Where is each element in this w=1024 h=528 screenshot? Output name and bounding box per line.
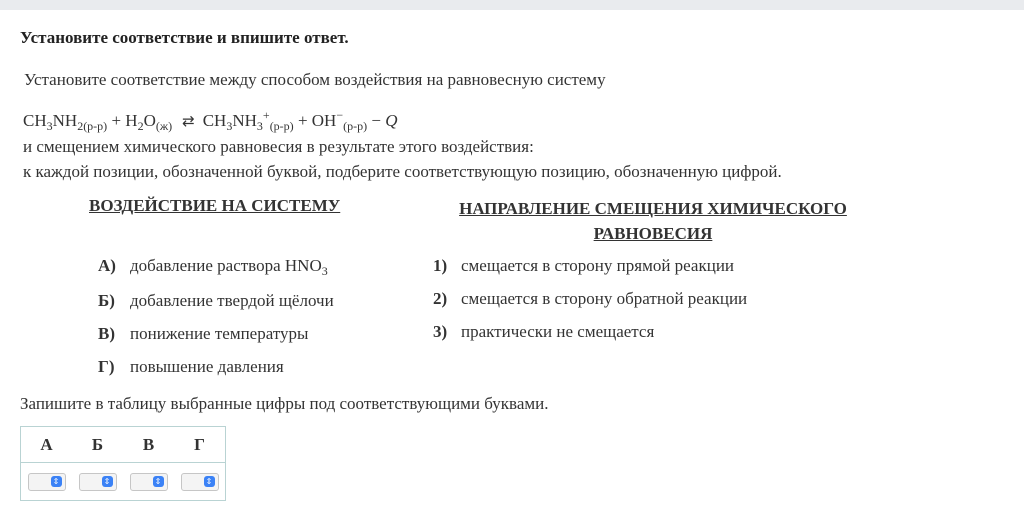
instruction-text: к каждой позиции, обозначенной буквой, подберите соответствующую позицию, обозначенную цифрой. <box>23 162 782 181</box>
answer-cell-a <box>21 463 73 501</box>
answer-header-g: Г <box>174 427 226 463</box>
answer-header-v: В <box>123 427 174 463</box>
answer-instruction: Запишите в таблицу выбранные цифры под соответствующими буквами. <box>20 394 549 413</box>
left-item-b: Б) добавление твердой щёлочи <box>98 291 334 310</box>
left-column-header: ВОЗДЕЙСТВИЕ НА СИСТЕМУ <box>89 196 341 215</box>
answer-select-v[interactable] <box>130 473 168 491</box>
left-item-g: Г) повышение давления <box>98 357 284 376</box>
intro-text: Установите соответствие между способом воздействия на равновесную систему <box>24 70 606 89</box>
condition-text: и смещением химического равновесия в результате этого воздействия: <box>23 137 534 156</box>
answer-cell-b <box>72 463 123 501</box>
select-arrows-icon: ⇕ <box>153 476 164 487</box>
answer-select-a[interactable] <box>28 473 66 491</box>
answer-header-b: Б <box>72 427 123 463</box>
right-item-3: 3) практически не смещается <box>433 322 655 341</box>
answer-cell-v <box>123 463 174 501</box>
right-item-1: 1) смещается в сторону прямой реакции <box>433 256 735 275</box>
select-arrows-icon: ⇕ <box>51 476 62 487</box>
answer-select-b[interactable] <box>79 473 117 491</box>
reaction-equation: $CH_3NH_{2(р-р)} + H_2O_{(ж)}$ ⇄ $CH_3NH_3^+_{(р-р)} + OH^-_{(р-р)} - Q$ <box>23 108 398 133</box>
right-column-header: НАПРАВЛЕНИЕ СМЕЩЕНИЯ ХИМИЧЕСКОГО РАВНОВЕСИЯ <box>459 199 847 243</box>
answer-cell-g <box>174 463 226 501</box>
right-item-2: 2) смещается в сторону обратной реакции <box>433 289 748 308</box>
left-item-a: А) добавление раствора $HNO_3$ <box>98 256 328 278</box>
select-arrows-icon: ⇕ <box>102 476 113 487</box>
equilibrium-arrow-icon: ⇄ <box>182 112 195 130</box>
select-arrows-icon: ⇕ <box>204 476 215 487</box>
left-item-v: В) понижение температуры <box>98 324 309 343</box>
task-title: Установите соответствие и впишите ответ. <box>20 28 349 47</box>
answer-select-g[interactable] <box>181 473 219 491</box>
answer-table <box>20 426 226 501</box>
top-bar <box>0 0 1024 10</box>
answer-header-a: А <box>21 427 73 463</box>
